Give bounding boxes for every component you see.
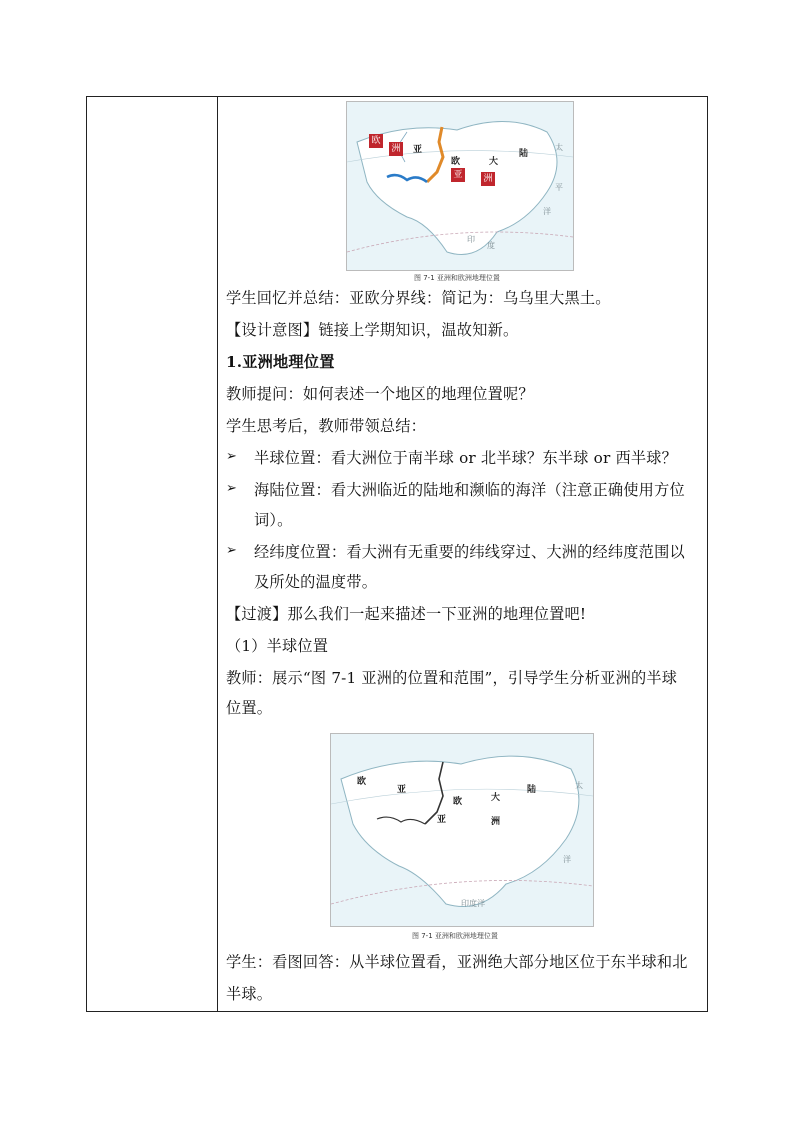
map-asia-europe-2 bbox=[330, 733, 594, 927]
text-line-8: 位置。 bbox=[226, 699, 273, 717]
text-line-9: 学生：看图回答：从半球位置看，亚洲绝大部分地区位于东半球和北 bbox=[226, 953, 688, 971]
map-1-caption: 图 7-1 亚洲和欧洲地理位置 bbox=[414, 274, 500, 282]
map-1-label-ya: 亚 bbox=[413, 145, 423, 155]
map-1-drawing bbox=[347, 102, 573, 270]
bullet-3-text-b: 及所处的温度带。 bbox=[254, 573, 378, 591]
map-1-label-tai: 太 bbox=[555, 143, 563, 152]
content-cell bbox=[218, 97, 707, 1011]
text-line-6: （1）半球位置 bbox=[226, 637, 329, 655]
bullet-2-text-a: 海陆位置：看大洲临近的陆地和濒临的海洋（注意正确使用方位 bbox=[254, 481, 685, 499]
lesson-table bbox=[86, 96, 708, 1012]
map-2-label-ou2: 欧 bbox=[453, 797, 463, 807]
map-2-caption: 图 7-1 亚洲和欧洲地理位置 bbox=[412, 932, 498, 940]
text-line-1: 学生回忆并总结：亚欧分界线：简记为：乌乌里大黑土。 bbox=[226, 289, 611, 307]
map-1-label-yin: 印 bbox=[467, 235, 475, 244]
map-1-label-europe-2: 洲 bbox=[389, 142, 403, 156]
map-2-label-tai: 太 bbox=[575, 781, 583, 790]
map-2-label-yin: 印度洋 bbox=[461, 899, 485, 908]
text-line-2: 【设计意图】链接上学期知识，温故知新。 bbox=[226, 321, 519, 339]
text-line-10: 半球。 bbox=[226, 985, 273, 1003]
map-1-label-yang: 洋 bbox=[543, 207, 551, 216]
bullet-2-text-b: 词）。 bbox=[254, 511, 293, 529]
map-1-label-europe-1: 欧 bbox=[369, 134, 383, 148]
text-line-7: 教师：展示“图 7-1 亚洲的位置和范围”，引导学生分析亚洲的半球 bbox=[226, 669, 678, 687]
map-1-label-du: 度 bbox=[487, 241, 495, 250]
text-line-4: 学生思考后，教师带领总结： bbox=[226, 417, 427, 435]
map-2-label-ya2: 亚 bbox=[437, 815, 447, 825]
bullet-3-marker: ➢ bbox=[226, 543, 237, 558]
text-line-5: 【过渡】那么我们一起来描述一下亚洲的地理位置吧! bbox=[226, 605, 587, 623]
bullet-3-text-a: 经纬度位置：看大洲有无重要的纬线穿过、大洲的经纬度范围以 bbox=[254, 543, 685, 561]
map-2-label-zhou: 洲 bbox=[491, 817, 501, 827]
map-1-label-ou: 欧 bbox=[451, 157, 461, 167]
map-1-label-ping: 平 bbox=[555, 183, 563, 192]
bullet-1-marker: ➢ bbox=[226, 449, 237, 464]
map-2-label-lu: 陆 bbox=[527, 785, 537, 795]
map-2-label-ou1: 欧 bbox=[357, 777, 367, 787]
map-2-label-da: 大 bbox=[491, 793, 501, 803]
map-asia-europe-1 bbox=[346, 101, 574, 271]
bullet-1-text: 半球位置：看大洲位于南半球 or 北半球？东半球 or 西半球？ bbox=[254, 449, 678, 467]
map-2-label-yang: 洋 bbox=[563, 855, 571, 864]
map-2-label-ya: 亚 bbox=[397, 785, 407, 795]
map-1-label-asia-2: 洲 bbox=[481, 172, 495, 186]
section-heading: 1.亚洲地理位置 bbox=[226, 353, 335, 371]
map-1-label-lu: 陆 bbox=[519, 149, 529, 159]
bullet-2-marker: ➢ bbox=[226, 481, 237, 496]
text-line-3: 教师提问：如何表述一个地区的地理位置呢？ bbox=[226, 385, 534, 403]
map-1-label-da: 大 bbox=[489, 157, 499, 167]
map-1-label-asia-1: 亚 bbox=[451, 168, 465, 182]
